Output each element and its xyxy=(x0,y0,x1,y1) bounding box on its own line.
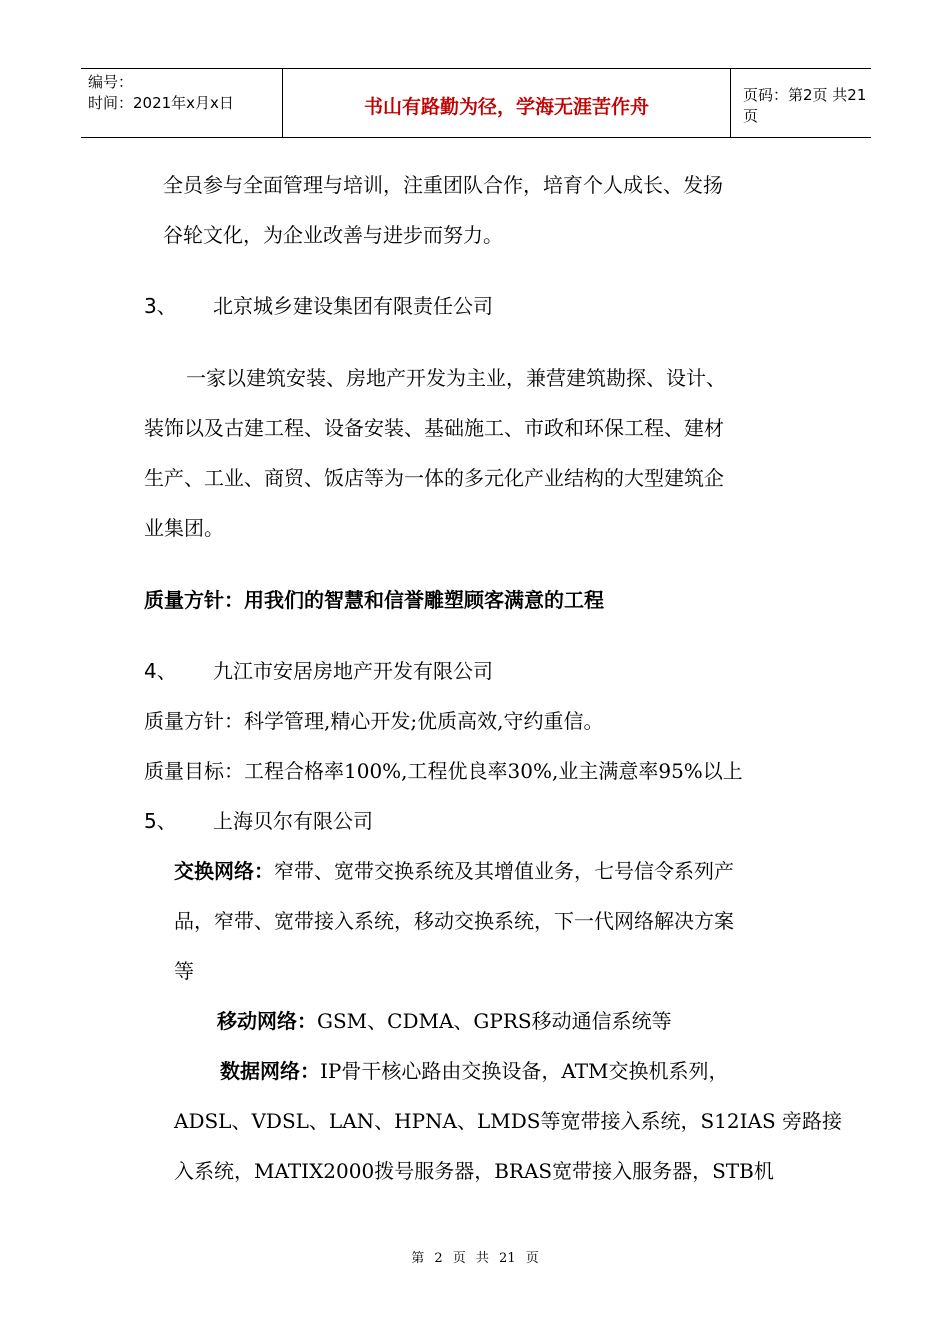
mobile-network-line xyxy=(217,1009,672,1033)
section-number: 5、 xyxy=(144,809,177,833)
quality-policy-line: 质量方针：科学管理,精心开发;优质高效,守约重信。 xyxy=(144,709,604,733)
section-number: 4、 xyxy=(144,659,177,683)
paragraph-line: 装饰以及古建工程、设备安装、基础施工、市政和环保工程、建材 xyxy=(144,416,724,440)
quality-goal-line: 质量目标：工程合格率100%,工程优良率30%,业主满意率95%以上 xyxy=(144,759,743,783)
document-number-label: 编号： xyxy=(88,73,134,91)
page-header xyxy=(81,68,871,138)
data-network-label: 数据网络： xyxy=(220,1059,320,1083)
paragraph-line: 品，窄带、宽带接入系统，移动交换系统，下一代网络解决方案 xyxy=(174,909,734,933)
paragraph-line: 全员参与全面管理与培训，注重团队合作，培育个人成长、发扬 xyxy=(163,173,723,197)
mobile-network-text: GSM、CDMA、GPRS移动通信系统等 xyxy=(317,1009,672,1033)
paragraph-line: 等 xyxy=(174,959,194,983)
paragraph-line: 一家以建筑安装、房地产开发为主业，兼营建筑勘探、设计、 xyxy=(186,366,726,390)
section-number: 3、 xyxy=(144,294,177,318)
section-title: 上海贝尔有限公司 xyxy=(213,809,373,833)
data-network-text: IP骨干核心路由交换设备，ATM交换机系列， xyxy=(320,1059,729,1083)
data-network-line xyxy=(220,1059,729,1083)
switch-network-line xyxy=(174,859,734,883)
paragraph-line: 业集团。 xyxy=(144,516,224,540)
document-date-label: 时间：2021年x月x日 xyxy=(88,94,234,112)
paragraph-line: ADSL、VDSL、LAN、HPNA、LMDS等宽带接入系统，S12IAS 旁路接 xyxy=(174,1109,843,1133)
quality-policy-heading: 质量方针：用我们的智慧和信誉雕塑顾客满意的工程 xyxy=(144,588,604,612)
paragraph-line: 入系统，MATIX2000拨号服务器，BRAS宽带接入服务器，STB机 xyxy=(174,1159,774,1183)
paragraph-line: 生产、工业、商贸、饭店等为一体的多元化产业结构的大型建筑企 xyxy=(144,466,724,490)
header-motto: 书山有路勤为径，学海无涯苦作舟 xyxy=(283,69,731,137)
header-left-cell xyxy=(81,69,283,137)
section-title: 北京城乡建设集团有限责任公司 xyxy=(213,294,493,318)
switch-network-label: 交换网络： xyxy=(174,859,274,883)
section-title: 九江市安居房地产开发有限公司 xyxy=(213,659,493,683)
mobile-network-label: 移动网络： xyxy=(217,1009,317,1033)
paragraph-line: 谷轮文化，为企业改善与进步而努力。 xyxy=(163,223,503,247)
page-footer: 第 2 页 共 21 页 xyxy=(411,1251,539,1266)
switch-network-text: 窄带、宽带交换系统及其增值业务，七号信令系列产 xyxy=(274,859,734,883)
header-page-info: 页码：第2页 共21页 xyxy=(743,86,867,125)
